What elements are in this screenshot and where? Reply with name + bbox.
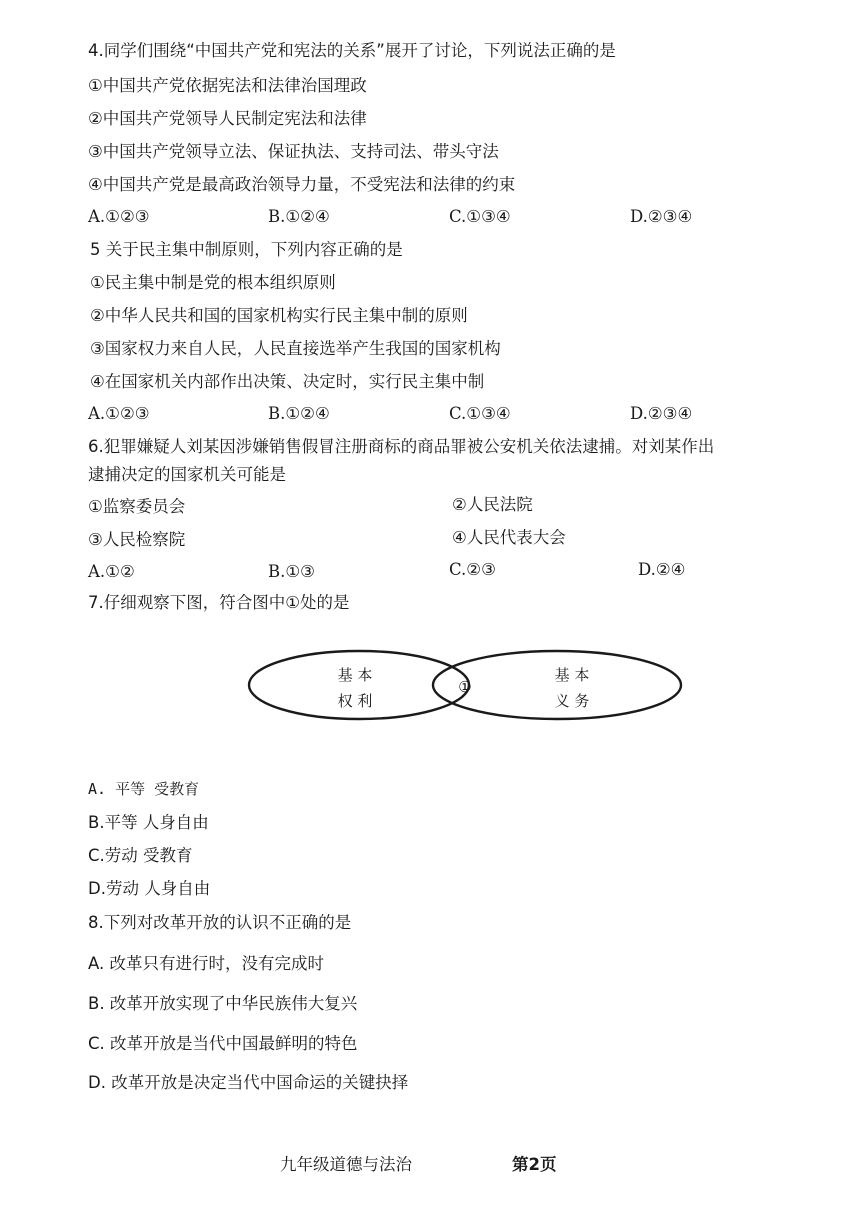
q6-item-1: ①监察委员会	[88, 497, 186, 516]
q6-option-c: C.②③	[449, 560, 496, 579]
q7-option-a: A. 平等 受教育	[88, 780, 200, 798]
q8-option-c: C. 改革开放是当代中国最鲜明的特色	[88, 1034, 358, 1053]
q5-item-3: ③国家权力来自人民，人民直接选举产生我国的国家机构	[90, 339, 501, 358]
q7-option-c: C.劳动 受教育	[88, 846, 193, 865]
q6-stem-line-2: 逮捕决定的国家机关可能是	[88, 465, 286, 484]
q4-item-1: ①中国共产党依据宪法和法律治国理政	[88, 76, 367, 95]
q5-option-a: A.①②③	[88, 404, 150, 423]
q4-item-3: ③中国共产党领导立法、保证执法、支持司法、带头守法	[88, 142, 499, 161]
q6-item-2: ②人民法院	[452, 495, 533, 514]
footer-page-number: 第2页	[512, 1155, 557, 1174]
right-label-line-2: 义 务	[554, 692, 590, 710]
q6-option-a: A.①②	[88, 562, 135, 581]
left-label-line-1: 基 本	[337, 666, 373, 684]
q6-item-3: ③人民检察院	[88, 530, 186, 549]
q4-stem: 4.同学们围绕“中国共产党和宪法的关系”展开了讨论，下列说法正确的是	[88, 41, 616, 60]
q5-option-b: B.①②④	[268, 404, 330, 423]
right-label-line-1: 基 本	[554, 666, 590, 684]
venn-diagram	[245, 646, 685, 724]
q5-option-d: D.②③④	[630, 404, 693, 423]
q8-option-b: B. 改革开放实现了中华民族伟大复兴	[88, 994, 358, 1013]
q4-item-2: ②中国共产党领导人民制定宪法和法律	[88, 109, 367, 128]
q7-option-b: B.平等 人身自由	[88, 813, 209, 832]
q4-option-a: A.①②③	[88, 207, 150, 226]
q8-stem: 8.下列对改革开放的认识不正确的是	[88, 913, 352, 932]
overlap-marker: ①	[458, 678, 472, 696]
q5-item-4: ④在国家机关内部作出决策、决定时，实行民主集中制	[90, 372, 485, 391]
q7-stem: 7.仔细观察下图，符合图中①处的是	[88, 593, 350, 612]
q4-item-4: ④中国共产党是最高政治领导力量，不受宪法和法律的约束	[88, 175, 516, 194]
q4-option-d: D.②③④	[630, 207, 693, 226]
q6-stem-line-1: 6.犯罪嫌疑人刘某因涉嫌销售假冒注册商标的商品罪被公安机关依法逮捕。对刘某作出	[88, 437, 715, 456]
footer-subject: 九年级道德与法治	[280, 1155, 412, 1174]
q5-stem: 5 关于民主集中制原则，下列内容正确的是	[90, 240, 403, 259]
q7-option-d: D.劳动 人身自由	[88, 879, 211, 898]
q5-option-c: C.①③④	[449, 404, 511, 423]
q4-option-c: C.①③④	[449, 207, 511, 226]
left-label-line-2: 权 利	[337, 692, 373, 710]
q6-item-4: ④人民代表大会	[452, 528, 566, 547]
q6-option-d: D.②④	[638, 560, 686, 579]
q4-option-b: B.①②④	[268, 207, 330, 226]
q5-item-2: ②中华人民共和国的国家机构实行民主集中制的原则	[90, 306, 468, 325]
q8-option-a: A. 改革只有进行时，没有完成时	[88, 954, 324, 973]
q6-option-b: B.①③	[268, 562, 315, 581]
q5-item-1: ①民主集中制是党的根本组织原则	[90, 273, 336, 292]
q8-option-d: D. 改革开放是决定当代中国命运的关键抉择	[88, 1073, 409, 1092]
